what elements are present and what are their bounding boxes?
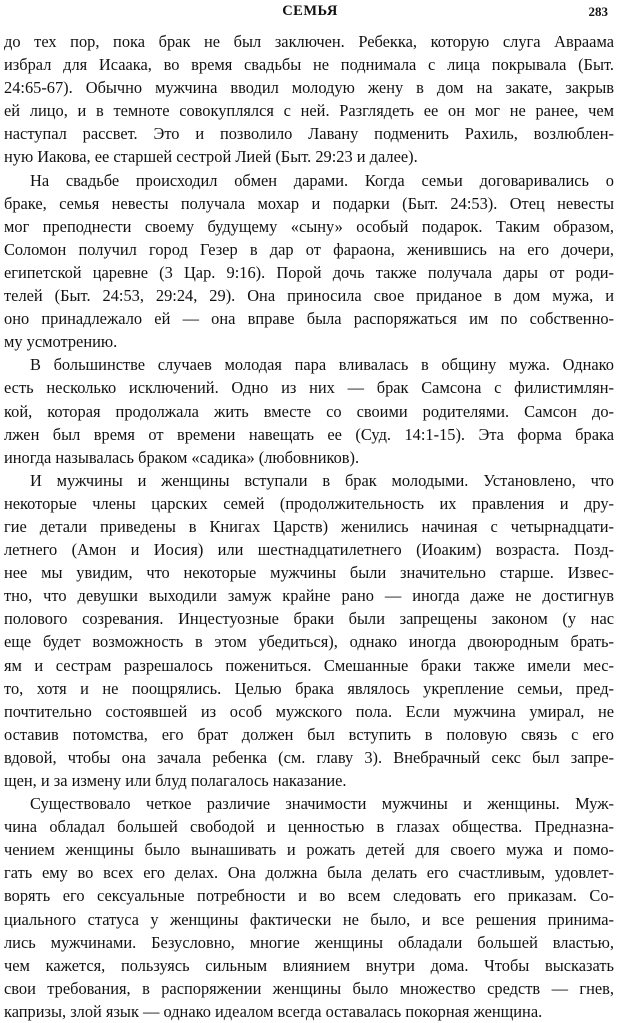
paragraph xyxy=(4,169,614,354)
text-line: чением женщины было вынашивать и рожать детей для своего мужа и помо- xyxy=(4,840,614,860)
text-line: И мужчины и женщины вступали в брак молодыми. Установлено, что xyxy=(30,470,614,490)
text-line: 24:65-67). Обычно мужчина вводил молодую жену в дом на закате, закрыв xyxy=(4,78,614,98)
text-line: некоторые члены царских семей (продолжительность их правления и дру- xyxy=(4,493,614,513)
paragraph xyxy=(4,353,614,468)
text-line: то, хотя и не поощрялись. Целью брака являлось укрепление семьи, пред- xyxy=(4,678,614,698)
text-line: му усмотрению. xyxy=(4,332,118,352)
text-line: оно принадлежало ей — она вправе была распоряжаться им по собственно- xyxy=(4,309,614,329)
text-line: почтительно состоявшей из особ мужского пола. Если мужчина умирал, не xyxy=(4,701,614,721)
text-line: гие детали приведены в Книгах Царств) женились начиная с четырнадцати- xyxy=(4,516,614,536)
text-line: браке, семья невесты получала мохар и подарки (Быт. 24:53). Отец невесты xyxy=(4,193,614,213)
text-line: мог преподнести своему будущему «сыну» особый подарок. Таким образом, xyxy=(4,216,614,236)
text-line: полового созревания. Инцестуозные браки были запрещены законом (у нас xyxy=(4,609,614,629)
text-line: наступал рассвет. Это и позволило Лавану подменить Рахиль, возлюблен- xyxy=(4,124,614,144)
text-line: щен, и за измену или блуд полагалось наказание. xyxy=(4,771,347,790)
text-line: ворять его сексуальные потребности и во всем следовать его приказам. Со- xyxy=(4,886,614,906)
text-line: избрал для Исаака, во время свадьбы не поднимала с лица покрывала (Быт. xyxy=(4,55,614,75)
paragraph xyxy=(4,30,614,169)
text-line: чем кажется, пользуясь сильным влиянием внутри дома. Чтобы высказать xyxy=(4,955,614,975)
page-header xyxy=(0,3,620,23)
text-line: гать ему во всех его делах. Она должна была делать его счастливым, удовлет- xyxy=(4,863,614,883)
text-line: тно, что девушки выходили замуж крайне рано — иногда даже не достигнув xyxy=(4,586,614,606)
text-line: В большинстве случаев молодая пара вливалась в общину мужа. Однако xyxy=(30,355,614,375)
text-line: телей (Быт. 24:53, 29:24, 29). Она приносила свое приданое в дом мужа, и xyxy=(4,286,614,306)
paragraph xyxy=(4,792,614,1023)
text-line: нее мы увидим, что некоторые мужчины были значительно старше. Извес- xyxy=(4,563,614,583)
text-line: еще будет возможность в этом убедиться), однако иногда двоюродным брать- xyxy=(4,632,614,652)
text-line: есть несколько исключений. Одно из них — брак Самсона с филистимлян- xyxy=(4,378,614,398)
text-line: до тех пор, пока брак не был заключен. Ребекка, которую слуга Авраама xyxy=(4,32,614,51)
text-line: капризы, злой язык — однако идеалом всегда оставалась покорная женщина. xyxy=(4,1001,543,1021)
page-number: 283 xyxy=(588,4,608,19)
paragraph xyxy=(4,469,614,792)
text-line: чина обладал большей свободой и ценностью в глазах общества. Предназна- xyxy=(4,817,614,837)
text-line: ям и сестрам разрешалось пожениться. Смешанные браки также имели мес- xyxy=(4,655,614,675)
text-line: свои требования, в распоряжении женщины было множество средств — гнев, xyxy=(4,978,614,998)
text-line: ей лицо, и в темноте совокуплялся с ней. Разглядеть ее он мог не ранее, чем xyxy=(4,101,614,121)
text-line: летнего (Амон и Иосия) или шестнадцатилетнего (Иоаким) возраста. Позд- xyxy=(4,540,614,560)
text-line: иногда называлась браком «садика» (любовников). xyxy=(4,447,360,467)
text-line: египетской царевне (3 Цар. 9:16). Порой дочь также получала дары от роди- xyxy=(4,262,614,282)
text-line: Существовало четкое различие значимости мужчины и женщины. Муж- xyxy=(30,794,614,814)
text-line: лжен был время от времени навещать ее (Суд. 14:1-15). Эта форма брака xyxy=(4,424,614,444)
text-line: ную Иакова, ее старшей сестрой Лией (Быт. 29:23 и далее). xyxy=(4,147,418,167)
text-line: лись мужчинами. Безусловно, многие женщины обладали большей властью, xyxy=(4,932,614,952)
text-line: оставив потомства, его брат должен был вступить в половую связь с его xyxy=(4,724,614,744)
text-line: циального статуса у женщины фактически не было, и все решения принима- xyxy=(4,909,614,929)
body-text xyxy=(4,30,614,1023)
text-line: На свадьбе происходил обмен дарами. Когда семьи договаривались о xyxy=(30,170,614,190)
running-title: СЕМЬЯ xyxy=(282,3,338,19)
text-line: вдовой, чтобы она зачала ребенка (см. главу 3). Внебрачный секс был запре- xyxy=(4,747,614,767)
text-line: кой, которая продолжала жить вместе со своими родителями. Самсон до- xyxy=(4,401,614,421)
text-line: Соломон получил город Гезер в дар от фараона, женившись на его дочери, xyxy=(4,239,614,259)
